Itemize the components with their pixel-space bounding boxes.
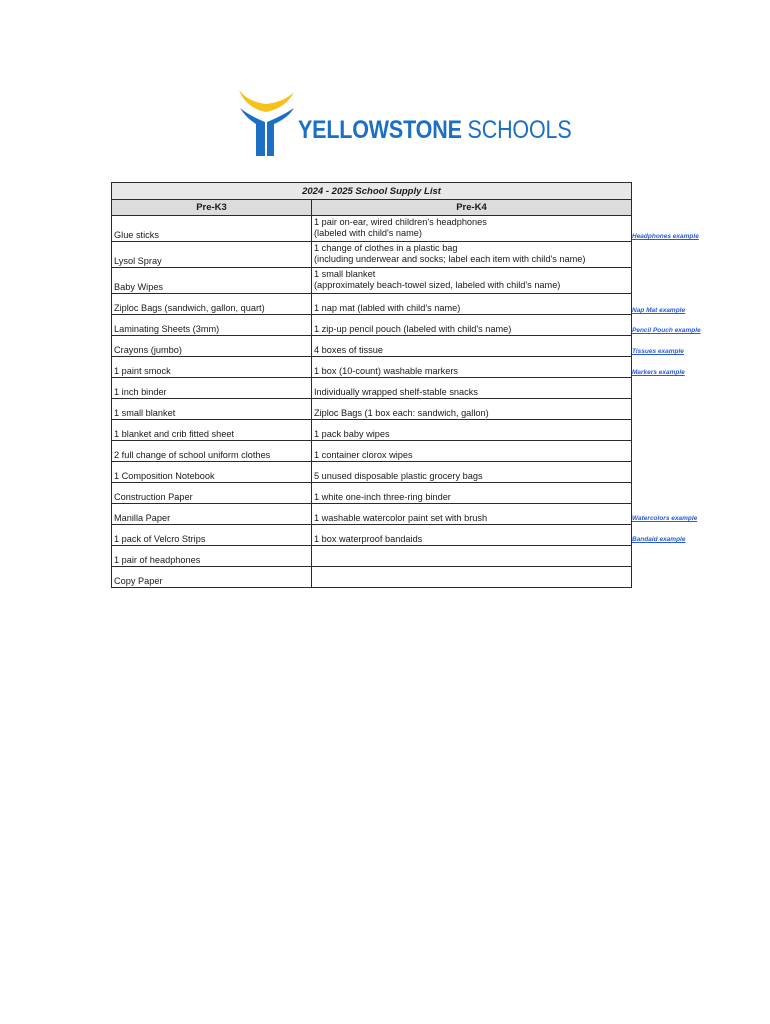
pre-k3-item: 1 small blanket	[112, 399, 312, 420]
table-row	[112, 216, 632, 242]
markers-example-link[interactable]: Markers example	[632, 369, 685, 376]
table-header-row	[112, 200, 632, 216]
pre-k3-item: 1 paint smock	[112, 357, 312, 378]
pre-k4-item	[312, 242, 632, 268]
column-header-pre-k3: Pre-K3	[112, 200, 312, 216]
pre-k4-item-line1: 1 pair on-ear, wired children's headphones	[314, 217, 487, 227]
table-row	[112, 546, 632, 567]
pre-k3-item: Crayons (jumbo)	[112, 336, 312, 357]
pre-k4-item-line2: (including underwear and socks; label each item with child's name)	[314, 254, 586, 264]
pencil-pouch-example-link[interactable]: Pencil Pouch example	[632, 327, 701, 334]
table-row	[112, 336, 632, 357]
pre-k4-item: Individually wrapped shelf-stable snacks	[312, 378, 632, 399]
table-row	[112, 420, 632, 441]
pre-k4-item: 1 pack baby wipes	[312, 420, 632, 441]
pre-k4-item: 1 box waterproof bandaids	[312, 525, 632, 546]
pre-k3-item: Copy Paper	[112, 567, 312, 588]
bandaid-example-link[interactable]: Bandaid example	[632, 536, 686, 543]
pre-k4-item: 4 boxes of tissue	[312, 336, 632, 357]
pre-k4-item	[312, 268, 632, 294]
pre-k4-item-line1: 1 small blanket	[314, 269, 376, 279]
pre-k4-item: 1 nap mat (labled with child's name)	[312, 294, 632, 315]
pre-k4-item	[312, 567, 632, 588]
pre-k4-item: Ziploc Bags (1 box each: sandwich, gallon)	[312, 399, 632, 420]
pre-k3-item: Baby Wipes	[112, 268, 312, 294]
logo-y-mark-icon	[236, 88, 296, 160]
table-row	[112, 378, 632, 399]
pre-k3-item: Construction Paper	[112, 483, 312, 504]
pre-k4-item: 1 box (10-count) washable markers	[312, 357, 632, 378]
pre-k4-item: 1 washable watercolor paint set with brush	[312, 504, 632, 525]
pre-k4-item: 1 container clorox wipes	[312, 441, 632, 462]
pre-k4-item	[312, 546, 632, 567]
table-row	[112, 504, 632, 525]
pre-k3-item: 1 blanket and crib fitted sheet	[112, 420, 312, 441]
headphones-example-link[interactable]: Headphones example	[632, 233, 699, 240]
table-row	[112, 242, 632, 268]
table-row	[112, 567, 632, 588]
logo-wordmark	[298, 116, 571, 145]
table-row	[112, 357, 632, 378]
logo-text-light: SCHOOLS	[467, 116, 572, 144]
pre-k3-item: Lysol Spray	[112, 242, 312, 268]
yellowstone-schools-logo	[236, 88, 572, 160]
pre-k3-item: 2 full change of school uniform clothes	[112, 441, 312, 462]
table-row	[112, 315, 632, 336]
logo-text-bold: YELLOWSTONE	[298, 116, 462, 144]
pre-k3-item: Glue sticks	[112, 216, 312, 242]
tissues-example-link[interactable]: Tissues example	[632, 348, 684, 355]
pre-k4-item: 5 unused disposable plastic grocery bags	[312, 462, 632, 483]
column-header-pre-k4: Pre-K4	[312, 200, 632, 216]
pre-k3-item: 1 pack of Velcro Strips	[112, 525, 312, 546]
watercolors-example-link[interactable]: Watercolors example	[632, 515, 698, 522]
table-title-row	[112, 183, 632, 200]
pre-k3-item: 1 Composition Notebook	[112, 462, 312, 483]
pre-k4-item: 1 zip-up pencil pouch (labeled with child's name)	[312, 315, 632, 336]
supply-list-table	[111, 182, 632, 588]
table-row	[112, 399, 632, 420]
nap-mat-example-link[interactable]: Nap Mat example	[632, 307, 686, 314]
table-title: 2024 - 2025 School Supply List	[112, 183, 632, 200]
table-row	[112, 525, 632, 546]
table-row	[112, 441, 632, 462]
pre-k4-item-line2: (approximately beach-towel sized, labeled with child's name)	[314, 280, 561, 290]
pre-k4-item-line1: 1 change of clothes in a plastic bag	[314, 243, 458, 253]
table-row	[112, 483, 632, 504]
pre-k4-item: 1 white one-inch three-ring binder	[312, 483, 632, 504]
pre-k4-item	[312, 216, 632, 242]
pre-k3-item: 1 inch binder	[112, 378, 312, 399]
table-row	[112, 294, 632, 315]
pre-k3-item: Laminating Sheets (3mm)	[112, 315, 312, 336]
pre-k4-item-line2: (labeled with child's name)	[314, 228, 422, 238]
pre-k3-item: Ziploc Bags (sandwich, gallon, quart)	[112, 294, 312, 315]
table-row	[112, 268, 632, 294]
pre-k3-item: Manilla Paper	[112, 504, 312, 525]
table-row	[112, 462, 632, 483]
pre-k3-item: 1 pair of headphones	[112, 546, 312, 567]
